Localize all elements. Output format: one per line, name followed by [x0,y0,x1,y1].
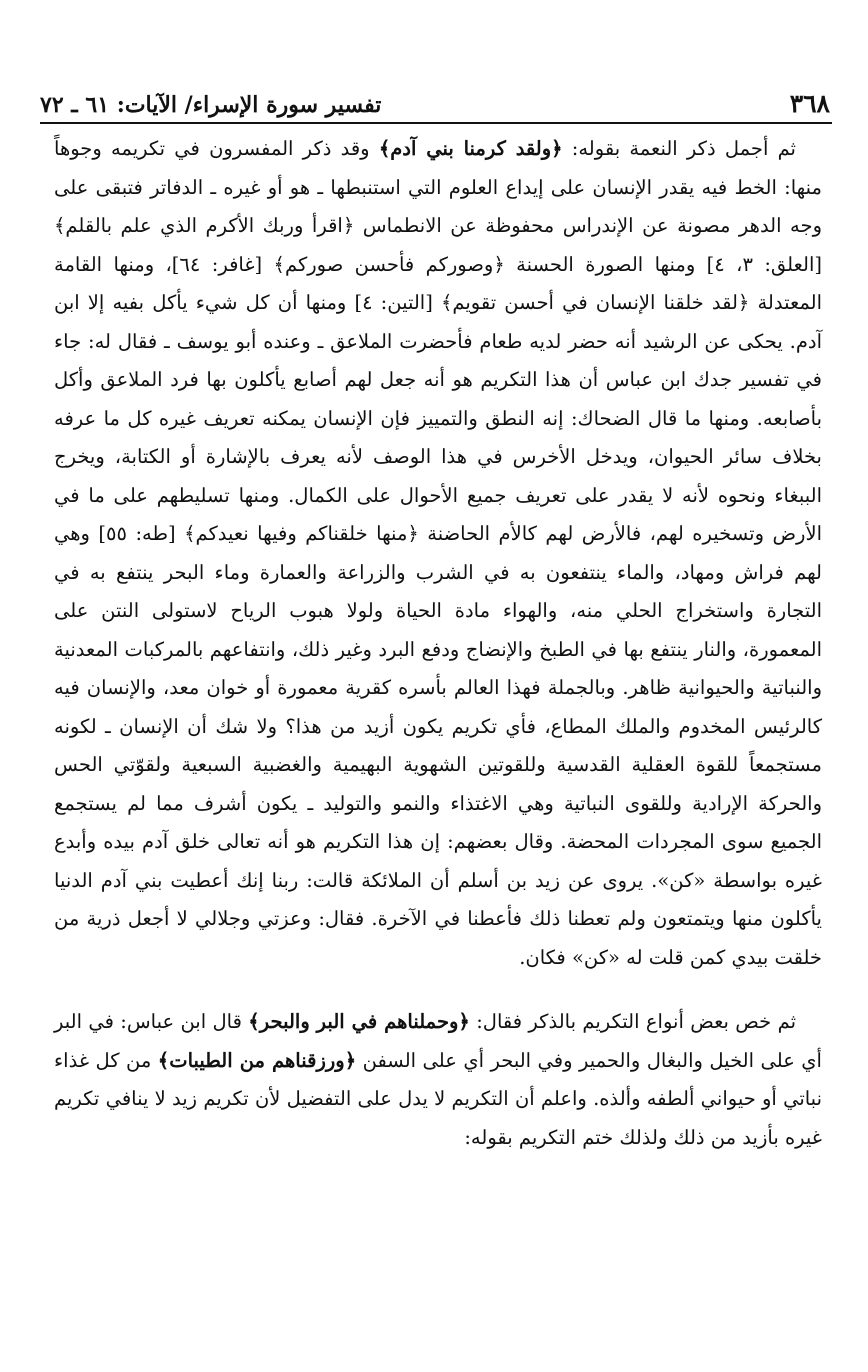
text-segment: من كل غذاء نباتي أو حيواني ألطفه وألذه. واعلم أن التكريم لا يدل على التفضيل لأن تكريم زيد لا ينافي تكريم غيره بأزيد من ذلك ولذلك ختم التكريم بقوله: [54,1048,822,1149]
paragraph-gap [54,977,822,1003]
paragraph-1 [54,130,822,977]
page-number: ٣٦٨ [789,89,830,118]
header-rule [40,122,832,124]
quran-quote: ﴿وحملناهم في البر والبحر﴾ [248,1010,470,1033]
running-title: تفسير سورة الإسراء/ الآيات: ٦١ ـ ٧٢ [40,92,382,118]
text-segment: قال ابن عباس: في البر أي على الخيل والبغال والحمير وفي البحر أي على السفن [54,1010,822,1072]
quran-quote: ﴿ولقد كرمنا بني آدم﴾ [378,137,563,160]
quran-quote: ﴿ورزقناهم من الطيبات﴾ [157,1048,357,1072]
text-segment: ثم خص بعض أنواع التكريم بالذكر فقال: [469,1010,796,1033]
text-segment: ثم أجمل ذكر النعمة بقوله: [562,137,796,160]
paragraph-2 [54,1003,822,1157]
body-text [54,130,822,1157]
page-header [40,84,830,118]
text-segment: وقد ذكر المفسرون في تكريمه وجوهاً منها: الخط فيه يقدر الإنسان على إيداع العلوم التي استنبطها ـ هو أو غيره ـ الدفاتر فتبقى على وجه الدهر مصونة عن الإندراس محفوظة عن الانطماس ﴿اقرأ وربك الأكرم الذي علم بالقلم﴾ [العلق: ٣، ٤] ومنها الصورة الحسنة ﴿وصوركم فأحسن صوركم﴾ [غافر: ٦٤]، ومنها القامة المعتدلة ﴿لقد خلقنا الإنسان في أحسن تقويم﴾ [التين: ٤] ومنها أن كل شيء يأكل بفيه إلا ابن آدم. يحكى عن الرشيد أنه حضر لديه طعام فأحضرت الملاعق ـ وعنده أبو يوسف ـ فقال له: جاء في تفسير جدك ابن عباس أن هذا التكريم هو أنه جعل لهم أصابع يأكلون بها فرد الملاعق وأكل بأصابعه. ومنها ما قال الضحاك: إنه النطق والتمييز فإن الإنسان يمكنه تعريف غيره كل ما عرفه بخلاف سائر الحيوان، ويدخل الأخرس في هذا الوصف لأنه يعرف بالإشارة أو الكتابة، ويخرج الببغاء ونحوه لأنه لا يقدر على تعريف جميع الأحوال على الكمال. ومنها تسليطهم على ما في الأرض وتسخيره لهم، فالأرض لهم كالأم الحاضنة ﴿منها خلقناكم وفيها نعيدكم﴾ [طه: ٥٥] وهي لهم فراش ومهاد، والماء ينتفعون به في الشرب والزراعة والعمارة وماء البحر ينتفع به في التجارة واستخراج الحلي منه، والهواء مادة الحياة ولولا هبوب الرياح لاستولى النتن على المعمورة، والنار ينتفع بها في الطبخ والإنضاج ودفع البرد وغير ذلك، وانتفاعهم بالمركبات المعدنية والنباتية والحيوانية ظاهر. وبالجملة فهذا العالم بأسره كقرية معمورة أو خوان معد، والإنسان فيه كالرئيس المخدوم والملك المطاع، فأي تكريم يكون أزيد من هذا؟ ولا شك أن الإنسان ـ لكونه مستجمعاً للقوة العقلية القدسية وللقوتين الشهوية البهيمية والغضبية السبعية ولقوّتي الحس والحركة الإرادية وللقوى النباتية وهي الاغتذاء والنمو والتوليد ـ يكون أشرف مما لم يستجمع الجميع سوى المجردات المحضة. وقال بعضهم: إن هذا التكريم هو أنه تعالى خلق آدم بيده وأبدع غيره بواسطة «كن». يروى عن زيد بن أسلم أن الملائكة قالت: ربنا إنك أعطيت بني آدم الدنيا يأكلون منها ويتمتعون ولم تعطنا ذلك فأعطنا في الآخرة. فقال: وعزتي وجلالي لا أجعل ذرية من خلقت بيدي كمن قلت له «كن» فكان. [54,137,822,969]
